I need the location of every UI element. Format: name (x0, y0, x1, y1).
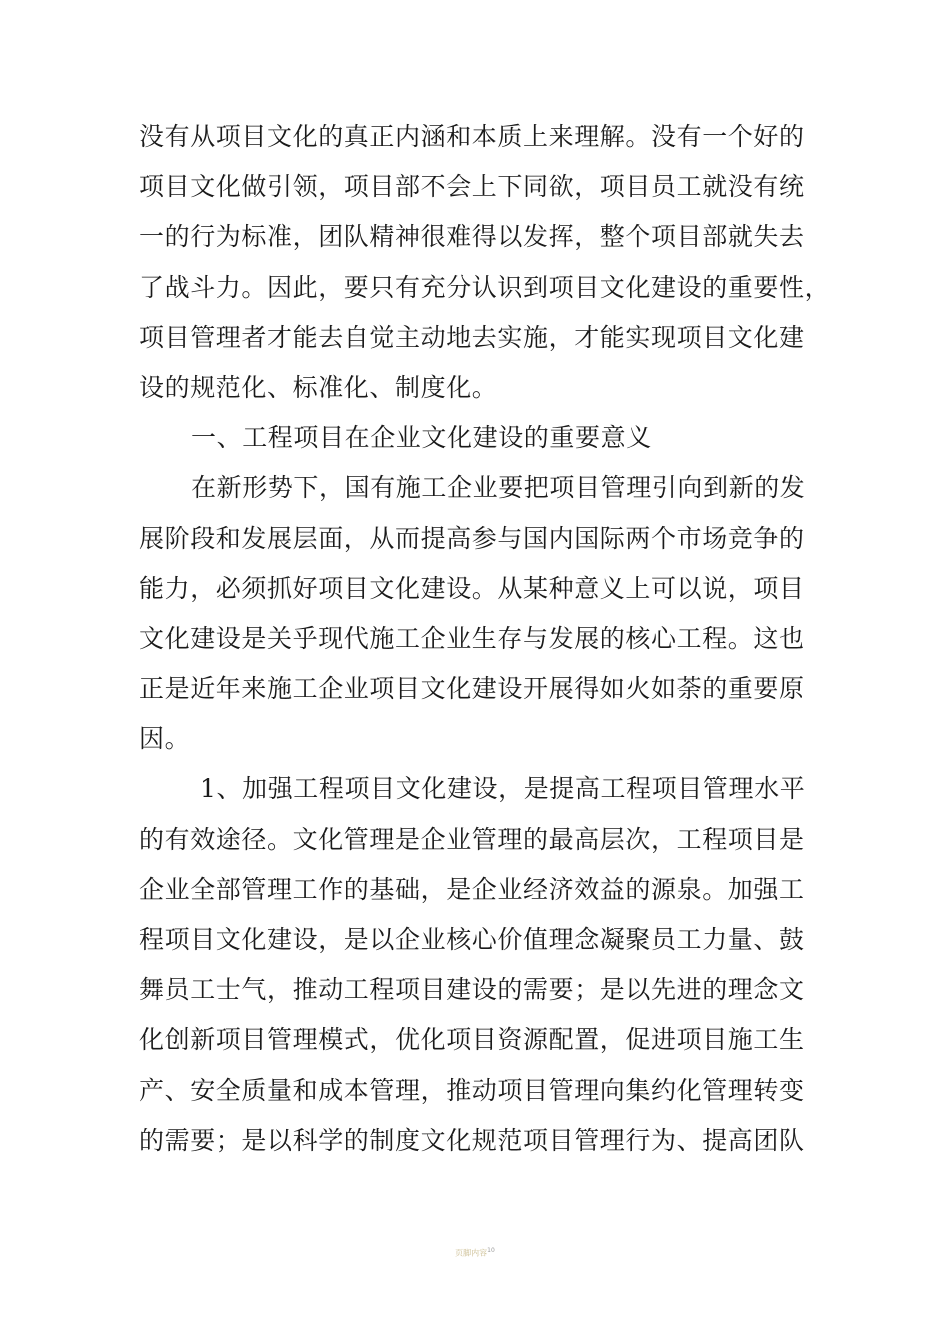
text-line: 项目文化做引领，项目部不会上下同欲，项目员工就没有统 (139, 172, 805, 202)
text-line: 设的规范化、标准化、制度化。 (139, 372, 498, 402)
text-line: 的需要；是以科学的制度文化规范项目管理行为、提高团队 (139, 1125, 805, 1155)
text-line: 在新形势下，国有施工企业要把项目管理引向到新的发 (191, 473, 806, 503)
page-footer (0, 1246, 950, 1259)
text-line: 一的行为标准，团队精神很难得以发挥，整个项目部就失去 (139, 222, 805, 252)
text-line: 项目管理者才能去自觉主动地去实施，才能实现项目文化建 (139, 322, 805, 352)
text-line: 展阶段和发展层面，从而提高参与国内国际两个市场竞争的 (139, 523, 805, 553)
text-line: 的有效途径。文化管理是企业管理的最高层次，工程项目是 (139, 824, 805, 854)
page-number: 10 (487, 1247, 495, 1254)
text-line: 产、安全质量和成本管理，推动项目管理向集约化管理转变 (139, 1075, 805, 1105)
section-heading: 一、工程项目在企业文化建设的重要意义 (191, 423, 652, 453)
text-line: 舞员工士气，推动工程项目建设的需要；是以先进的理念文 (139, 975, 805, 1005)
text-line: 企业全部管理工作的基础，是企业经济效益的源泉。加强工 (139, 874, 805, 904)
footer-label: 页脚内容 (455, 1248, 488, 1258)
text-line: 文化建设是关乎现代施工企业生存与发展的核心工程。这也 (139, 623, 805, 653)
body-text (139, 112, 839, 1166)
numbered-item-start: 1、加强工程项目文化建设，是提高工程项目管理水平 (200, 774, 806, 804)
text-line: 了战斗力。因此，要只有充分认识到项目文化建设的重要性， (139, 272, 831, 302)
text-line: 正是近年来施工企业项目文化建设开展得如火如荼的重要原 (139, 674, 805, 704)
text-line: 因。 (139, 724, 191, 754)
text-line: 能力，必须抓好项目文化建设。从某种意义上可以说，项目 (139, 573, 805, 603)
text-line: 程项目文化建设，是以企业核心价值理念凝聚员工力量、鼓 (139, 925, 805, 954)
text-line: 化创新项目管理模式，优化项目资源配置，促进项目施工生 (139, 1025, 805, 1055)
text-line: 没有从项目文化的真正内涵和本质上来理解。没有一个好的 (139, 122, 805, 151)
